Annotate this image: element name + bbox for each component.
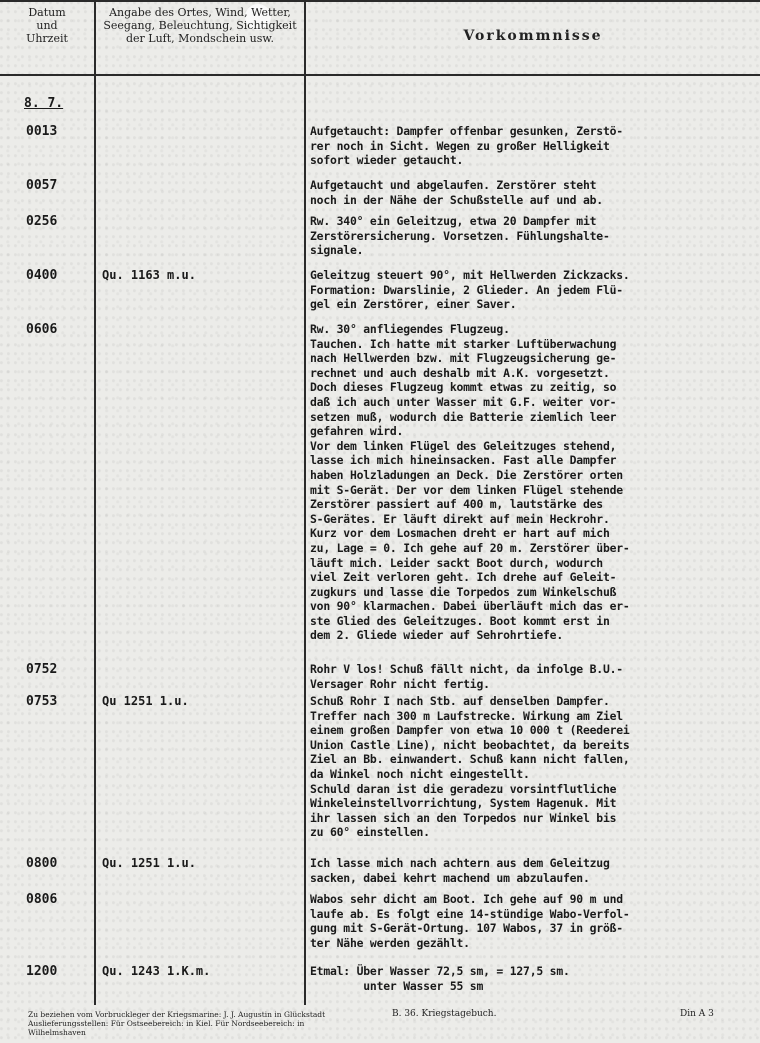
entry-text: Rw. 340° ein Geleitzug, etwa 20 Dampfer mit Zerstörersicherung. Vorsetzen. Fühlungshalte- signale. (310, 214, 610, 258)
header-events: Vorkommnisse (463, 28, 603, 44)
column-divider-2 (304, 0, 306, 1005)
footer-paper-size: Din A 3 (680, 1009, 714, 1019)
entry-time: 0800 (26, 856, 58, 871)
entry-time: 0400 (26, 268, 58, 283)
entry-time: 0753 (26, 694, 58, 709)
entry-text: Rw. 30° anfliegendes Flugzeug. Tauchen. Ich hatte mit starker Luftüberwachung nach Hellwerden bzw. mit Flugzeugsicherung ge- rechnet und auch deshalb mit A.K. vorgesetzt. Doch dieses Flugzeug kommt etwas zu zeitig, so daß ich auch unter Wasser mit G.F. weiter vor- setzen muß, wodurch die Batterie ziemlich leer gefahren wird. Vor dem linken Flügel des Geleitzuges stehend, lasse ich mich hineinsacken. Fast alle Dampfer haben Holzladungen an Deck. Die Zerstörer orten mit S-Gerät. Der vor dem linken Flügel stehende Zerstörer passiert auf 400 m, lautstärke des S-Gerätes. Er läuft direkt auf mein Heckrohr. Kurz vor dem Losmachen dreht er hart auf mich zu, Lage = 0. Ich gehe auf 20 m. Zerstörer über- läuft mich. Leider sackt Boot durch, wodurch viel Zeit verloren geht. Ich drehe auf Geleit- zugkurs und lasse die Torpedos zum Winkelschuß von 90° klarmachen. Dabei überläuft mich das er- ste Glied des Geleitzuges. Boot kommt erst in dem 2. Gliede wieder auf Sehrohrtiefe. (310, 322, 630, 643)
footer-form-id: B. 36. Kriegstagebuch. (392, 1009, 497, 1019)
top-border (0, 0, 760, 2)
entry-text: Geleitzug steuert 90°, mit Hellwerden Zickzacks. Formation: Dwarslinie, 2 Glieder. An jedem Flü- gel ein Zerstörer, einer Saver. (310, 268, 630, 312)
entry-text: Aufgetaucht und abgelaufen. Zerstörer steht noch in der Nähe der Schußstelle auf und ab. (310, 178, 603, 207)
entry-text: Etmal: Über Wasser 72,5 sm, = 127,5 sm. unter Wasser 55 sm (310, 964, 570, 993)
entry-place: Qu. 1163 m.u. (102, 268, 196, 282)
entry-time: 0806 (26, 892, 58, 907)
header-divider (0, 74, 760, 76)
entry-text: Ich lasse mich nach achtern aus dem Geleitzug sacken, dabei kehrt machend um abzulaufen. (310, 856, 610, 885)
entry-time: 0752 (26, 662, 58, 677)
date-mark: 8. 7. (24, 96, 64, 111)
entry-time: 0606 (26, 322, 58, 337)
entry-place: Qu. 1243 1.K.m. (102, 964, 211, 978)
header-location-weather: Angabe des Ortes, Wind, Wetter, Seegang, Beleuchtung, Sichtigkeit der Luft, Mondschein usw. (103, 6, 297, 45)
entry-time: 1200 (26, 964, 58, 979)
entry-text: Aufgetaucht: Dampfer offenbar gesunken, Zerstö- rer noch in Sicht. Wegen zu großer Helligkeit sofort wieder getaucht. (310, 124, 623, 168)
entry-time: 0256 (26, 214, 58, 229)
header-date-time: Datum und Uhrzeit (26, 6, 68, 45)
entry-text: Schuß Rohr I nach Stb. auf denselben Dampfer. Treffer nach 300 m Laufstrecke. Wirkung am Ziel einem großen Dampfer von etwa 10 000 t (Reederei Union Castle Line), nicht beobachtet, da bereits Ziel an Bb. einwandert. Schuß kann nicht fallen, da Winkel noch nicht eingestellt. Schuld daran ist die geradezu vorsintflutliche Winkeleinstellvorrichtung, System Hagenuk. Mit ihr lassen sich an den Torpedos nur Winkel bis zu 60° einstellen. (310, 694, 630, 840)
entry-place: Qu 1251 1.u. (102, 694, 189, 708)
entry-text: Rohr V los! Schuß fällt nicht, da infolge B.U.- Versager Rohr nicht fertig. (310, 662, 623, 691)
entry-text: Wabos sehr dicht am Boot. Ich gehe auf 90 m und laufe ab. Es folgt eine 14-stündige Wabo-Verfol- gung mit S-Gerät-Ortung. 107 Wabos, 37 in größ- ter Nähe werden gezählt. (310, 892, 630, 950)
entry-time: 0057 (26, 178, 58, 193)
footer-publisher: Zu beziehen vom Vorbruckleger der Kriegsmarine: J. J. Augustin in Glückstadt Auslieferungsstellen: Für Ostseebereich: in Kiel. Für Nordseebereich: in Wilhelmshaven (28, 1010, 326, 1037)
entry-place: Qu. 1251 1.u. (102, 856, 196, 870)
column-divider-1 (94, 0, 96, 1005)
entry-time: 0013 (26, 124, 58, 139)
